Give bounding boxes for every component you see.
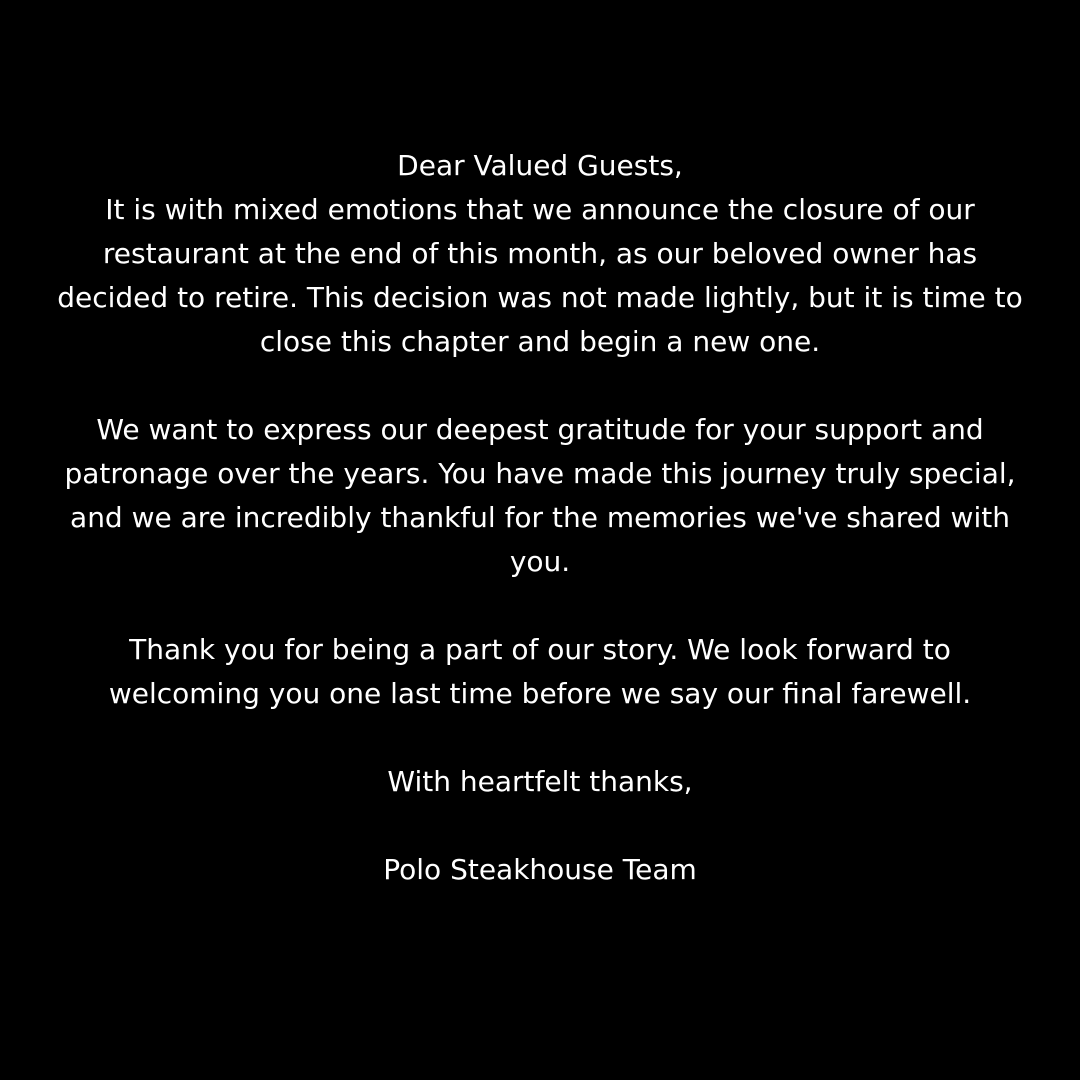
paragraph-line: decided to retire. This decision was not made lightly, but it is time to [57, 281, 1023, 314]
paragraph-spacer [30, 716, 1050, 760]
paragraph-line: It is with mixed emotions that we announce the closure of our [105, 193, 975, 226]
paragraph-line: Thank you for being a part of our story. We look forward to [129, 633, 951, 666]
salutation: Dear Valued Guests, [397, 149, 683, 182]
closure-letter [0, 144, 1080, 892]
paragraph-farewell [30, 628, 1050, 716]
paragraph-line: you. [509, 545, 571, 578]
paragraph-spacer [30, 364, 1050, 408]
paragraph-line: We want to express our deepest gratitude for your support and [96, 413, 984, 446]
paragraph-spacer [30, 804, 1050, 848]
paragraph-line: patronage over the years. You have made this journey truly special, [64, 457, 1016, 490]
paragraph-closure-announcement [30, 188, 1050, 364]
paragraph-line: restaurant at the end of this month, as our beloved owner has [102, 237, 978, 270]
closing: With heartfelt thanks, [387, 765, 693, 798]
paragraph-spacer [30, 584, 1050, 628]
paragraph-line: close this chapter and begin a new one. [259, 325, 821, 358]
paragraph-line: and we are incredibly thankful for the memories we've shared with [70, 501, 1010, 534]
signature: Polo Steakhouse Team [383, 853, 697, 886]
paragraph-line: welcoming you one last time before we say our final farewell. [108, 677, 972, 710]
paragraph-gratitude [30, 408, 1050, 584]
